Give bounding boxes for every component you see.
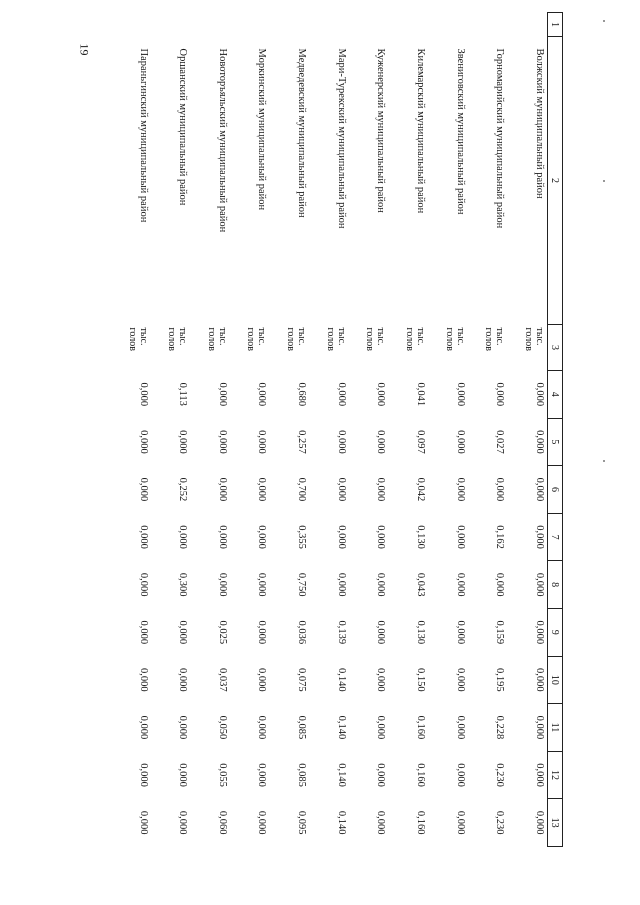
column-header: 5	[548, 418, 563, 466]
value-cell: 0,000	[454, 763, 466, 787]
value-cell: 0,252	[177, 477, 189, 502]
value-cell: 0,055	[216, 763, 228, 787]
value-cell: 0,000	[137, 430, 149, 454]
value-cell: 0,230	[494, 763, 506, 787]
value-cell: 0,160	[414, 763, 426, 787]
value-cell: 0,000	[335, 477, 347, 502]
value-cell: 0,000	[375, 620, 387, 645]
unit-cell: тыс. голов	[523, 327, 545, 351]
value-cell: 0,000	[177, 525, 189, 549]
unit-cell: тыс. голов	[245, 327, 268, 351]
district-name: Новоторъяльский муниципальный район	[216, 48, 228, 233]
column-header: 4	[548, 371, 563, 419]
value-cell: 0,000	[137, 715, 149, 740]
value-cell: 0,130	[414, 620, 426, 645]
row-index-cell	[151, 13, 191, 37]
value-cell: 0,113	[177, 382, 189, 406]
table-row	[190, 13, 230, 847]
district-name: Волжский муниципальный район	[534, 48, 545, 199]
value-cell: 0,000	[256, 715, 268, 740]
value-cell: 0,000	[454, 382, 466, 407]
value-cell: 0,000	[375, 477, 387, 502]
value-cell: 0,000	[534, 572, 545, 597]
value-cell: 0,000	[494, 382, 506, 407]
value-cell: 0,000	[494, 572, 506, 597]
row-index-cell	[349, 13, 389, 37]
data-table	[111, 12, 563, 847]
value-cell: 0,195	[494, 668, 506, 692]
value-cell: 0,000	[137, 477, 149, 502]
value-cell: 0,036	[296, 620, 308, 645]
unit-cell: тыс. голов	[483, 327, 506, 351]
value-cell: 0,042	[414, 477, 426, 502]
value-cell: 0,000	[375, 382, 387, 407]
value-cell: 0,000	[256, 525, 268, 549]
column-header: 10	[548, 656, 563, 704]
district-name: Медведевский муниципальный район	[296, 48, 308, 218]
district-name: Килемарский муниципальный район	[414, 48, 426, 214]
column-header: 3	[548, 325, 563, 371]
value-cell: 0,150	[414, 668, 426, 692]
value-cell: 0,000	[375, 572, 387, 597]
unit-cell: тыс. голов	[126, 327, 149, 351]
row-index-cell	[388, 13, 428, 37]
value-cell: 0,000	[454, 430, 466, 454]
unit-cell: тыс. голов	[443, 327, 466, 351]
value-cell: 0,000	[454, 668, 466, 692]
scan-speck	[603, 460, 605, 462]
value-cell: 0,000	[534, 620, 545, 645]
value-cell: 0,130	[414, 525, 426, 549]
row-index-cell	[507, 13, 547, 37]
value-cell: 0,000	[137, 525, 149, 549]
value-cell: 0,000	[137, 382, 149, 407]
column-header: 6	[548, 466, 563, 514]
value-cell: 0,000	[216, 477, 228, 502]
table-row	[428, 13, 468, 847]
value-cell: 0,000	[137, 763, 149, 787]
value-cell: 0,000	[454, 620, 466, 645]
value-cell: 0,355	[296, 525, 308, 549]
column-header: 13	[548, 799, 563, 847]
value-cell: 0,000	[256, 620, 268, 645]
value-cell: 0,700	[296, 477, 308, 502]
value-cell: 0,000	[534, 668, 545, 692]
value-cell: 0,000	[256, 477, 268, 502]
value-cell: 0,060	[216, 810, 228, 835]
table-row	[349, 13, 389, 847]
value-cell: 0,000	[216, 572, 228, 597]
value-cell: 0,000	[335, 430, 347, 454]
unit-cell: тыс. голов	[285, 327, 308, 351]
value-cell: 0,000	[137, 572, 149, 597]
value-cell: 0,000	[454, 477, 466, 502]
value-cell: 0,162	[494, 525, 506, 549]
value-cell: 0,000	[534, 477, 545, 502]
column-header: 8	[548, 561, 563, 609]
value-cell: 0,159	[494, 620, 506, 645]
header-row	[548, 13, 563, 847]
value-cell: 0,000	[375, 763, 387, 787]
value-cell: 0,000	[177, 810, 189, 835]
value-cell: 0,041	[414, 382, 426, 407]
district-name: Мари-Турекский муниципальный район	[335, 48, 347, 229]
table-row	[468, 13, 508, 847]
value-cell: 0,000	[177, 668, 189, 692]
rotated-table-container	[111, 12, 563, 846]
value-cell: 0,140	[335, 668, 347, 692]
district-name: Горномарийский муниципальный район	[494, 48, 506, 229]
row-index-cell	[428, 13, 468, 37]
value-cell: 0,000	[216, 382, 228, 407]
value-cell: 0,000	[534, 763, 545, 787]
value-cell: 0,160	[414, 810, 426, 835]
value-cell: 0,000	[216, 430, 228, 454]
value-cell: 0,000	[454, 525, 466, 549]
value-cell: 0,160	[414, 715, 426, 740]
value-cell: 0,680	[296, 382, 308, 407]
value-cell: 0,230	[494, 810, 506, 835]
scan-speck	[603, 20, 605, 22]
value-cell: 0,000	[256, 810, 268, 835]
value-cell: 0,257	[296, 430, 308, 454]
value-cell: 0,000	[335, 572, 347, 597]
value-cell: 0,000	[256, 572, 268, 597]
value-cell: 0,000	[256, 430, 268, 454]
value-cell: 0,000	[534, 715, 545, 740]
value-cell: 0,300	[177, 572, 189, 597]
value-cell: 0,000	[375, 525, 387, 549]
value-cell: 0,000	[375, 715, 387, 740]
table-row	[269, 13, 309, 847]
scan-speck	[603, 180, 605, 182]
value-cell: 0,000	[375, 810, 387, 835]
page-number: 19	[77, 43, 92, 56]
value-cell: 0,097	[414, 430, 426, 454]
value-cell: 0,000	[534, 430, 545, 454]
value-cell: 0,000	[335, 382, 347, 407]
table-row	[151, 13, 191, 847]
row-index-cell	[111, 13, 151, 37]
value-cell: 0,140	[335, 810, 347, 835]
unit-cell: тыс. голов	[324, 327, 347, 351]
value-cell: 0,025	[216, 620, 228, 645]
column-header: 11	[548, 704, 563, 752]
district-name: Звениговский муниципальный район	[454, 48, 466, 215]
table-row	[111, 13, 151, 847]
value-cell: 0,000	[534, 525, 545, 549]
value-cell: 0,000	[494, 477, 506, 502]
value-cell: 0,140	[335, 763, 347, 787]
value-cell: 0,043	[414, 572, 426, 597]
table-row	[230, 13, 270, 847]
column-header: 9	[548, 608, 563, 656]
value-cell: 0,037	[216, 668, 228, 692]
table-row	[507, 13, 547, 847]
table-row	[388, 13, 428, 847]
value-cell: 0,000	[454, 810, 466, 835]
value-cell: 0,085	[296, 715, 308, 740]
value-cell: 0,000	[454, 715, 466, 740]
column-header: 2	[548, 37, 563, 325]
value-cell: 0,000	[256, 763, 268, 787]
value-cell: 0,050	[216, 715, 228, 740]
value-cell: 0,027	[494, 430, 506, 454]
unit-cell: тыс. голов	[166, 327, 189, 351]
row-index-cell	[468, 13, 508, 37]
column-header: 1	[548, 13, 563, 37]
value-cell: 0,000	[177, 430, 189, 454]
value-cell: 0,140	[335, 715, 347, 740]
value-cell: 0,000	[137, 620, 149, 645]
row-index-cell	[309, 13, 349, 37]
value-cell: 0,000	[375, 430, 387, 454]
column-header: 12	[548, 751, 563, 799]
value-cell: 0,228	[494, 715, 506, 740]
row-index-cell	[269, 13, 309, 37]
value-cell: 0,000	[177, 715, 189, 740]
unit-cell: тыс. голов	[205, 327, 228, 351]
value-cell: 0,000	[534, 382, 545, 407]
value-cell: 0,085	[296, 763, 308, 787]
table-row	[309, 13, 349, 847]
value-cell: 0,000	[256, 382, 268, 407]
value-cell: 0,139	[335, 620, 347, 645]
table-body	[111, 13, 548, 847]
column-header: 7	[548, 513, 563, 561]
district-name: Моркинский муниципальный район	[256, 48, 268, 211]
value-cell: 0,750	[296, 572, 308, 597]
value-cell: 0,095	[296, 810, 308, 835]
unit-cell: тыс. голов	[403, 327, 426, 351]
unit-cell: тыс. голов	[364, 327, 387, 351]
value-cell: 0,000	[137, 668, 149, 692]
value-cell: 0,000	[454, 572, 466, 597]
value-cell: 0,000	[216, 525, 228, 549]
value-cell: 0,000	[335, 525, 347, 549]
value-cell: 0,000	[137, 810, 149, 835]
value-cell: 0,000	[177, 763, 189, 787]
district-name: Параньгинский муниципальный район	[137, 48, 149, 223]
value-cell: 0,000	[375, 668, 387, 692]
district-name: Оршанский муниципальный район	[177, 48, 189, 206]
value-cell: 0,000	[534, 810, 545, 835]
district-name: Куженерский муниципальный район	[375, 48, 387, 213]
value-cell: 0,075	[296, 668, 308, 692]
value-cell: 0,000	[177, 620, 189, 645]
value-cell: 0,000	[256, 668, 268, 692]
row-index-cell	[230, 13, 270, 37]
row-index-cell	[190, 13, 230, 37]
